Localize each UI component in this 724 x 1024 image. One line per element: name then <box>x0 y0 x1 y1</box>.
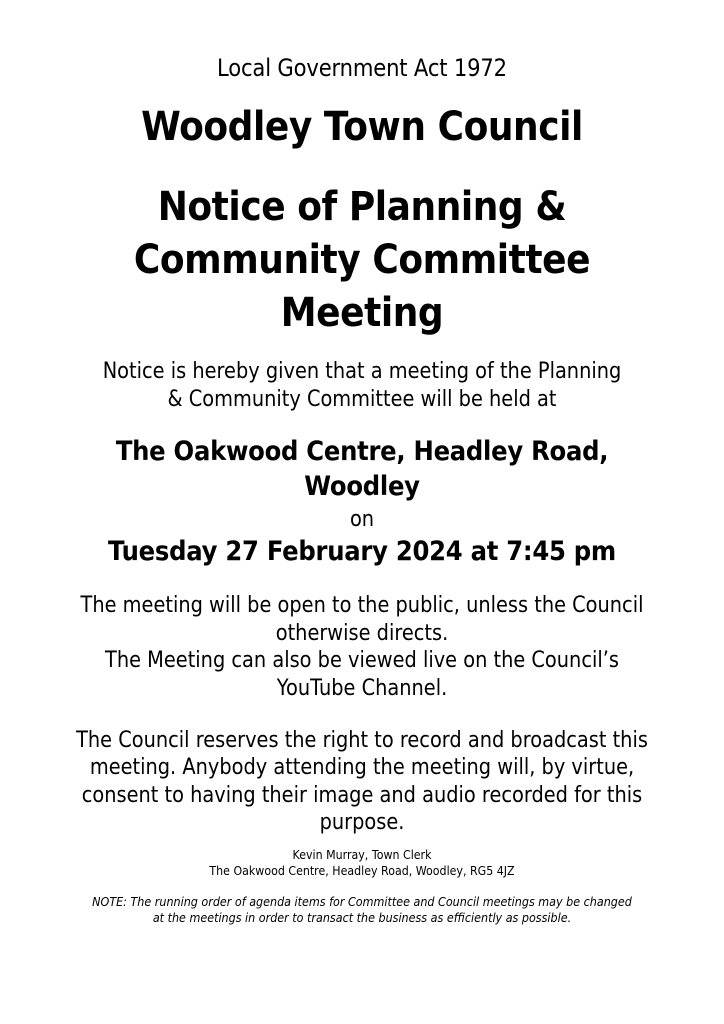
clerk-address: The Oakwood Centre, Headley Road, Woodley, RG5 4JZ <box>209 864 515 878</box>
council-name: Woodley Town Council <box>141 104 583 150</box>
on-label: on <box>349 507 375 532</box>
recording-notice-line-1: The Council reserves the right to record and broadcast this <box>76 728 648 753</box>
recording-notice-line-3: consent to having their image and audio recorded for this <box>81 783 643 808</box>
legislation-heading: Local Government Act 1972 <box>217 54 507 82</box>
recording-notice-line-2: meeting. Anybody attending the meeting will, by virtue, <box>89 755 635 780</box>
notice-title-line-1: Notice of Planning & <box>157 184 567 230</box>
venue-line-1: The Oakwood Centre, Headley Road, <box>115 436 609 467</box>
recording-notice-line-4: purpose. <box>319 810 405 835</box>
notice-title-line-2: Community Committee <box>133 237 591 283</box>
meeting-date-time: Tuesday 27 February 2024 at 7:45 pm <box>108 536 616 567</box>
clerk-name: Kevin Murray, Town Clerk <box>292 848 432 862</box>
agenda-note-line-1: NOTE: The running order of agenda items for Committee and Council meetings may be changed <box>92 895 632 909</box>
public-access-line-1: The meeting will be open to the public, unless the Council <box>80 593 644 618</box>
intro-text-line-1: Notice is hereby given that a meeting of the Planning <box>102 359 622 384</box>
agenda-note-line-2: at the meetings in order to transact the business as efficiently as possible. <box>152 911 572 925</box>
intro-text-line-2: & Community Committee will be held at <box>167 387 557 412</box>
public-access-line-4: YouTube Channel. <box>276 676 448 701</box>
public-access-line-2: otherwise directs. <box>275 621 449 646</box>
notice-title-line-3: Meeting <box>280 290 444 336</box>
public-access-line-3: The Meeting can also be viewed live on the Council’s <box>105 648 619 673</box>
venue-line-2: Woodley <box>304 471 420 502</box>
